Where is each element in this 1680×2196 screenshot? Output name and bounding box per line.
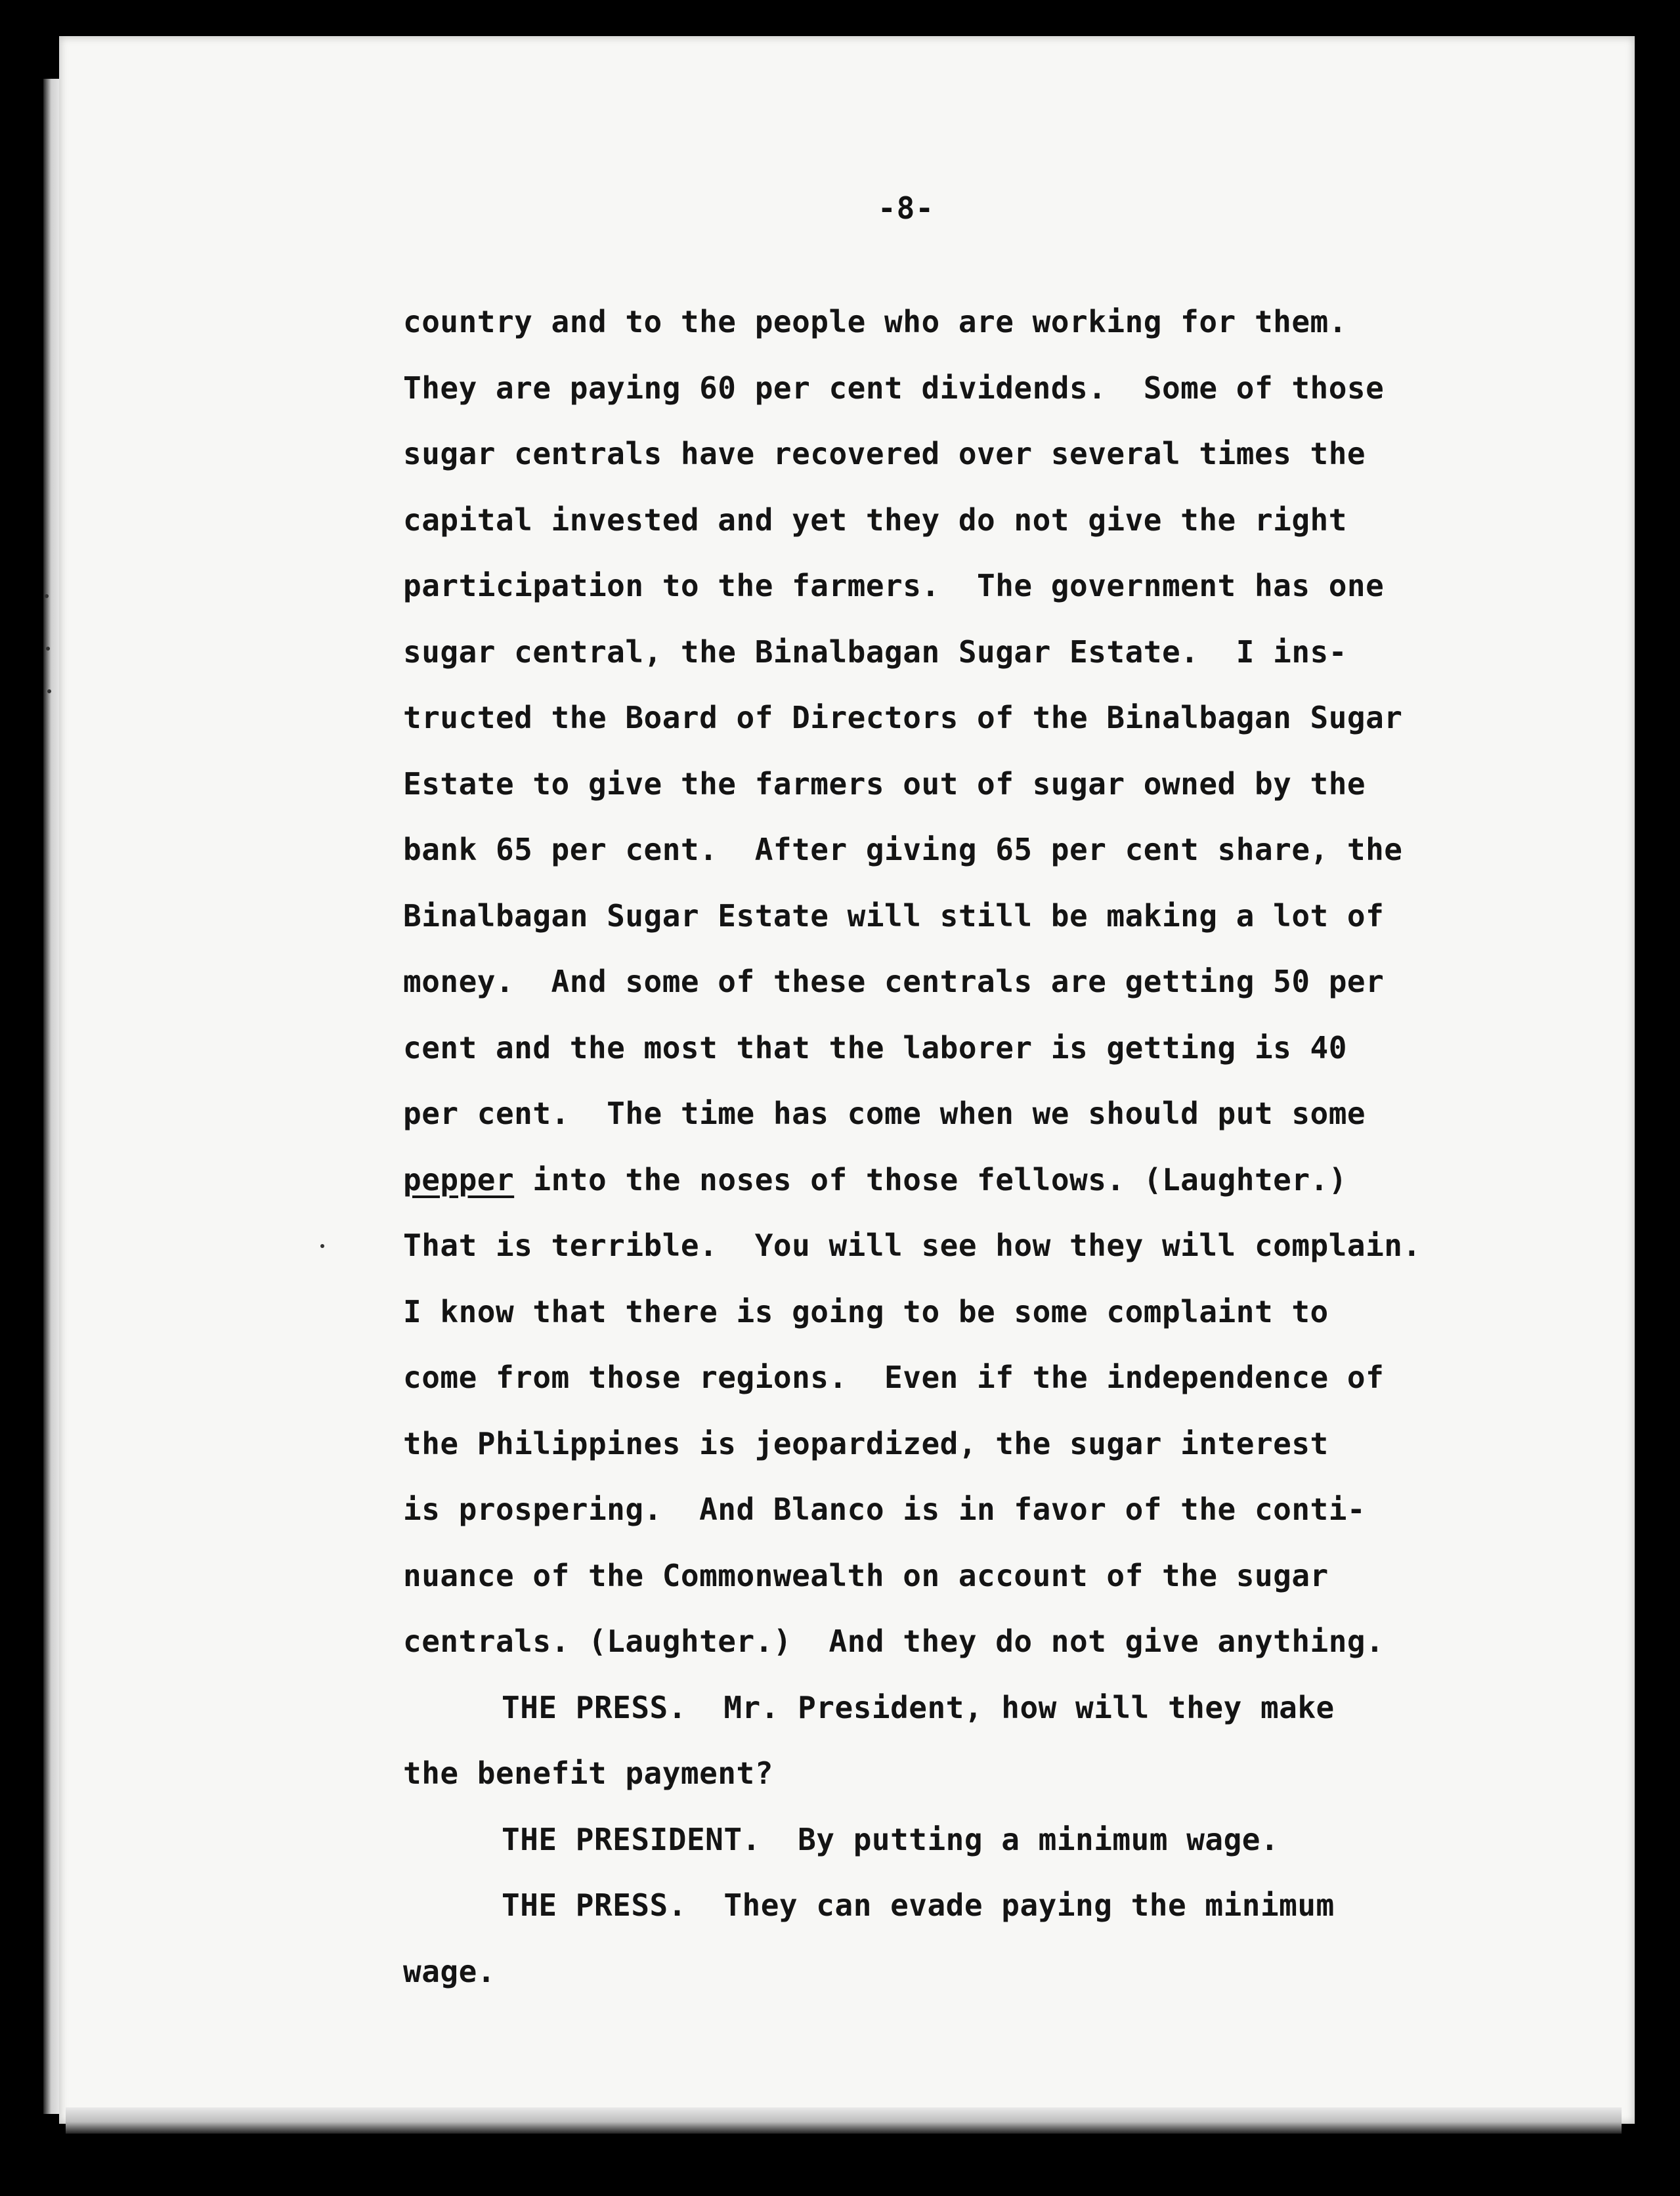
text-line: sugar centrals have recovered over several times the — [403, 436, 1366, 471]
text-line: centrals. (Laughter.) And they do not give anything. — [403, 1624, 1385, 1659]
page-number: -8- — [877, 190, 935, 226]
text-line: participation to the farmers. The government has one — [403, 568, 1385, 603]
paper-bottom-edge — [66, 2107, 1622, 2134]
text-line: wage. — [403, 1953, 496, 1989]
scan-speck — [45, 594, 49, 598]
transcript-body — [403, 289, 1532, 2004]
scan-speck — [46, 647, 50, 651]
text-line: bank 65 per cent. After giving 65 per cent share, the — [403, 832, 1403, 867]
text-line: per cent. The time has come when we should put some — [403, 1096, 1366, 1131]
text-line: nuance of the Commonwealth on account of the sugar — [403, 1557, 1329, 1593]
text-line: They are paying 60 per cent dividends. Some of those — [403, 370, 1385, 406]
text-line: is prospering. And Blanco is in favor of the conti- — [403, 1492, 1366, 1527]
text-line: Binalbagan Sugar Estate will still be making a lot of — [403, 897, 1385, 934]
text-line: the benefit payment? — [403, 1755, 773, 1791]
text-line-rest: into the noses of those fellows. (Laughter.) — [532, 1161, 1347, 1197]
scan-speck — [320, 1244, 324, 1248]
text-line: tructed the Board of Directors of the Binalbagan Sugar — [403, 700, 1403, 735]
text-line: the Philippines is jeopardized, the sugar interest — [403, 1425, 1329, 1461]
text-line: I know that there is going to be some complaint to — [403, 1293, 1329, 1329]
underlined-word: pepper — [403, 1161, 515, 1197]
scan-speck — [47, 689, 51, 693]
text-line-with-emphasis — [403, 1147, 1532, 1213]
text-line: capital invested and yet they do not give the right — [403, 502, 1347, 538]
text-line: money. And some of these centrals are getting 50 per — [403, 964, 1385, 999]
dialogue-line-press: THE PRESS. Mr. President, how will they make — [502, 1689, 1335, 1725]
dialogue-line-press: THE PRESS. They can evade paying the minimum — [502, 1887, 1335, 1923]
text-line: cent and the most that the laborer is getting is 40 — [403, 1029, 1347, 1066]
dialogue-line-president: THE PRESIDENT. By putting a minimum wage. — [502, 1821, 1280, 1857]
text-line: sugar central, the Binalbagan Sugar Estate. I ins- — [403, 634, 1347, 670]
text-line: come from those regions. Even if the independence of — [403, 1360, 1385, 1395]
text-line: That is terrible. You will see how they will complain. — [403, 1228, 1421, 1263]
text-line: country and to the people who are working for them. — [403, 304, 1347, 339]
text-line: Estate to give the farmers out of sugar owned by the — [403, 765, 1366, 802]
